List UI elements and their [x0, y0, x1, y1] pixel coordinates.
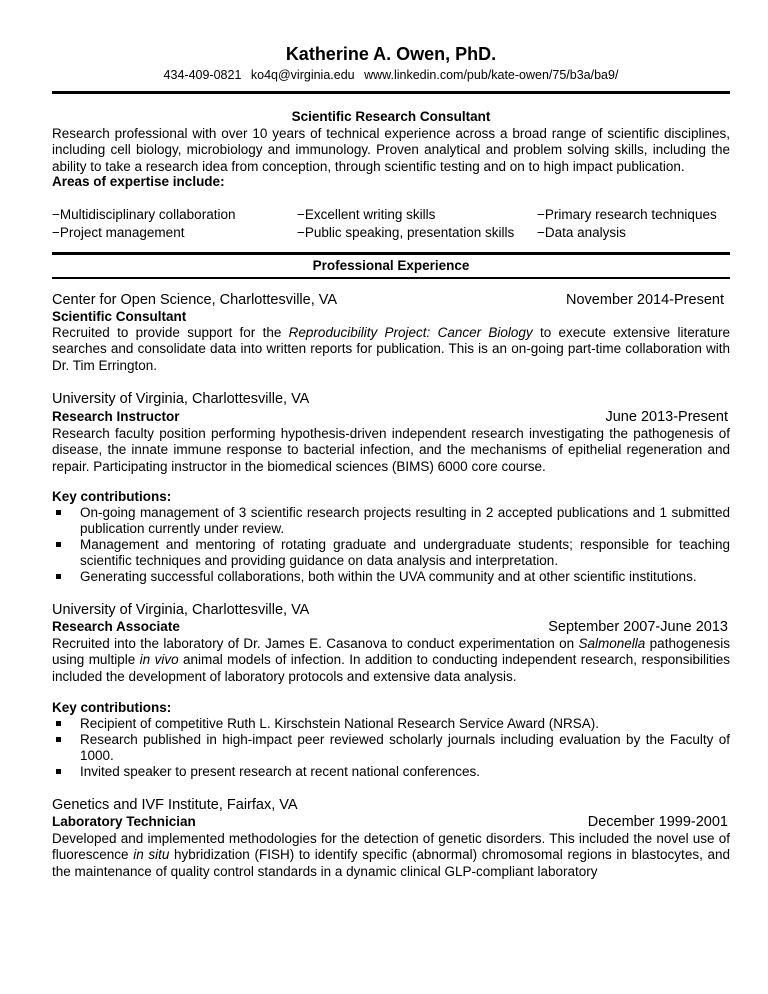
job-2-description: Research faculty position performing hypothesis-driven independent research investigating the pathogenesis of disease, the innate immune response to bacterial infection, and the mechanisms of epithelial regeneration and repair. Participating instructor in the biomedical sciences (BIMS) 6000 core course.	[52, 426, 730, 474]
phone: 434-409-0821	[163, 68, 242, 82]
job-4-org: Genetics and IVF Institute, Fairfax, VA	[52, 797, 298, 813]
list-item: Generating successful collaborations, both within the UVA community and at other scientific institutions.	[52, 569, 730, 585]
job-2-title: Research Instructor	[52, 409, 180, 424]
job-4-description: Developed and implemented methodologies for the detection of genetic disorders. This included the novel use of fluorescence in situ hybridization (FISH) to identify specific (abnormal) chromosomal regions in blastocytes, and the maintenance of quality control standards in a dynamic clinical GLP-compliant laboratory	[52, 831, 730, 879]
job-3-description: Recruited into the laboratory of Dr. James E. Casanova to conduct experimentation on Salmonella pathogenesis using multiple in vivo animal models of infection. In addition to conducting independent research, responsibilities included the development of laboratory protocols and extensive data analysis.	[52, 636, 730, 684]
email[interactable]: ko4q@virginia.edu	[250, 68, 355, 82]
experience-divider-bottom	[52, 277, 730, 279]
expertise-heading: Areas of expertise include:	[52, 174, 225, 189]
expertise-item: −Data analysis	[537, 225, 626, 240]
job-3-org: University of Virginia, Charlottesville, VA	[52, 602, 310, 618]
linkedin-url[interactable]: www.linkedin.com/pub/kate-owen/75/b3a/ba9/	[364, 68, 619, 82]
expertise-item: −Primary research techniques	[537, 207, 717, 222]
expertise-item: −Public speaking, presentation skills	[297, 225, 515, 240]
list-item: Research published in high-impact peer reviewed scholarly journals including evaluation by the Faculty of 1000.	[52, 732, 730, 764]
header-divider	[52, 91, 730, 94]
job-1-title: Scientific Consultant	[52, 309, 187, 324]
job-2-contrib-heading: Key contributions:	[52, 489, 172, 504]
job-4-dates: December 1999-2001	[587, 814, 728, 830]
summary-title: Scientific Research Consultant	[291, 109, 491, 124]
job-3-dates: September 2007-June 2013	[548, 619, 728, 635]
job-1-org: Center for Open Science, Charlottesville, VA	[52, 292, 338, 308]
expertise-item: −Multidisciplinary collaboration	[52, 207, 236, 222]
job-3-title: Research Associate	[52, 619, 180, 634]
list-item: On-going management of 3 scientific research projects resulting in 2 accepted publications and 1 submitted publication currently under review.	[52, 505, 730, 537]
job-3-contrib-heading: Key contributions:	[52, 700, 172, 715]
job-1-description: Recruited to provide support for the Reproducibility Project: Cancer Biology to execute extensive literature searches and consolidate data into written reports for publication. This is an on-going part-time collaboration with Dr. Tim Errington.	[52, 325, 730, 373]
job-4-title: Laboratory Technician	[52, 814, 196, 829]
summary-text: Research professional with over 10 years of technical experience across a broad range of scientific disciplines, including cell biology, microbiology and immunology. Proven analytical and problem solving skills, including the ability to take a research idea from conception, through scientific testing and on to high impact publication.	[52, 126, 730, 174]
job-4-header	[52, 814, 730, 830]
candidate-name: Katherine A. Owen, PhD.	[285, 44, 497, 64]
job-1-header	[52, 292, 730, 308]
list-item: Management and mentoring of rotating graduate and undergraduate students; responsible for teaching scientific techniques and providing guidance on data analysis and interpretation.	[52, 537, 730, 569]
job-3-header	[52, 619, 730, 635]
job-1-dates: November 2014-Present	[566, 292, 724, 308]
job-2-contributions	[52, 505, 730, 585]
contact-line	[52, 68, 730, 83]
list-item: Invited speaker to present research at recent national conferences.	[52, 764, 730, 780]
expertise-item: −Excellent writing skills	[297, 207, 436, 222]
expertise-list	[52, 206, 730, 246]
expertise-item: −Project management	[52, 225, 185, 240]
job-2-dates: June 2013-Present	[605, 409, 728, 425]
experience-heading: Professional Experience	[312, 258, 470, 273]
list-item: Recipient of competitive Ruth L. Kirschstein National Research Service Award (NRSA).	[52, 716, 730, 732]
job-2-header	[52, 409, 730, 425]
job-3-contributions	[52, 716, 730, 780]
job-2-org: University of Virginia, Charlottesville, VA	[52, 391, 310, 407]
experience-divider	[52, 252, 730, 255]
